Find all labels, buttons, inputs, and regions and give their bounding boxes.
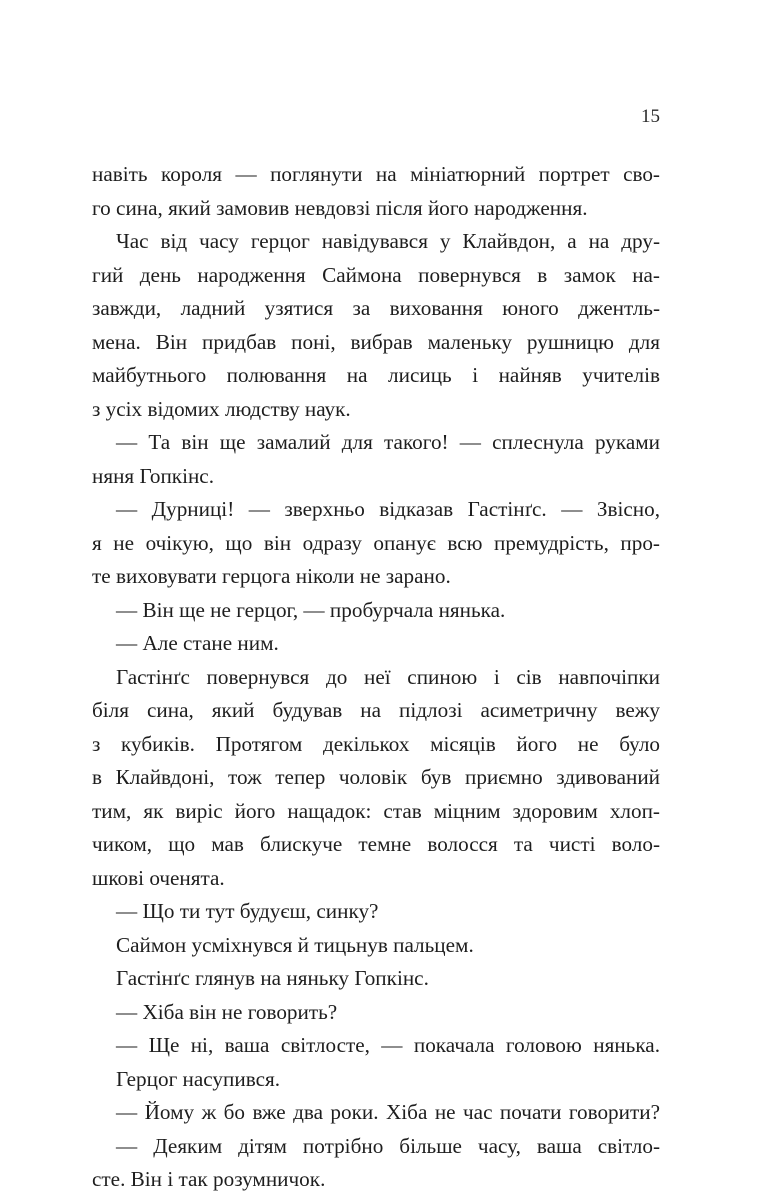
text-line: Гастінґс глянув на няньку Гопкінс. xyxy=(116,966,429,990)
text-line: майбутнього полювання на лисиць і найняв учителів xyxy=(92,363,660,387)
text-line: Саймон усміхнувся й тицьнув пальцем. xyxy=(116,932,474,957)
text-line: гий день народження Саймона повернувся в замок на- xyxy=(92,262,660,287)
text-line: — Йому ж бо вже два роки. Хіба не час почати говорити? xyxy=(116,1100,660,1124)
text-line: тим, як виріс його нащадок: став міцним здоровим хлоп- xyxy=(92,798,660,823)
text-line: — Хіба він не говорить? xyxy=(116,999,338,1024)
text-line: Час від часу герцог навідувався у Клайвдон, а на дру- xyxy=(116,229,660,253)
page-number: 15 xyxy=(641,106,660,127)
text-line: чиком, що мав блискуче темне волосся та чисті воло- xyxy=(92,832,660,856)
text-line: — Дурниці! — зверхньо відказав Гастінґс. — Звісно, xyxy=(116,497,660,521)
text-line: сте. Він і так розумничок. xyxy=(92,1167,326,1191)
body-text xyxy=(92,158,660,1197)
text-line: шкові оченята. xyxy=(92,865,225,890)
text-line: біля сина, який будував на підлозі асиметричну вежу xyxy=(92,698,660,722)
text-line: Герцог насупився. xyxy=(116,1066,281,1091)
text-line: Гастінґс повернувся до неї спиною і сів навпочіпки xyxy=(116,664,660,689)
text-line: завжди, ладний узятися за виховання юного джентль- xyxy=(92,296,660,320)
text-line: няня Гопкінс. xyxy=(92,463,215,488)
text-line: я не очікую, що він одразу опанує всю премудрість, про- xyxy=(92,530,660,555)
text-line: — Деяким дітям потрібно більше часу, ваша світло- xyxy=(116,1133,660,1158)
text-line: те виховувати герцога ніколи не зарано. xyxy=(92,564,451,588)
text-line: з усіх відомих людству наук. xyxy=(92,396,351,421)
text-line: навіть короля — поглянути на мініатюрний портрет сво- xyxy=(92,162,660,186)
text-line: мена. Він придбав поні, вибрав маленьку рушницю для xyxy=(92,329,660,354)
text-line: — Та він ще замалий для такого! — сплеснула руками xyxy=(116,430,660,454)
text-line: — Ще ні, ваша світлосте, — покачала головою нянька. xyxy=(116,1033,660,1057)
text-line: — Він ще не герцог, — пробурчала нянька. xyxy=(116,597,506,622)
text-line: з кубиків. Протягом декількох місяців його не було xyxy=(92,731,660,756)
text-line: в Клайвдоні, тож тепер чоловік був приємно здивований xyxy=(92,765,660,789)
text-line: — Що ти тут будуєш, синку? xyxy=(116,899,379,923)
text-line: го сина, який замовив невдовзі після його народження. xyxy=(92,195,588,220)
text-line: — Але стане ним. xyxy=(116,631,279,655)
